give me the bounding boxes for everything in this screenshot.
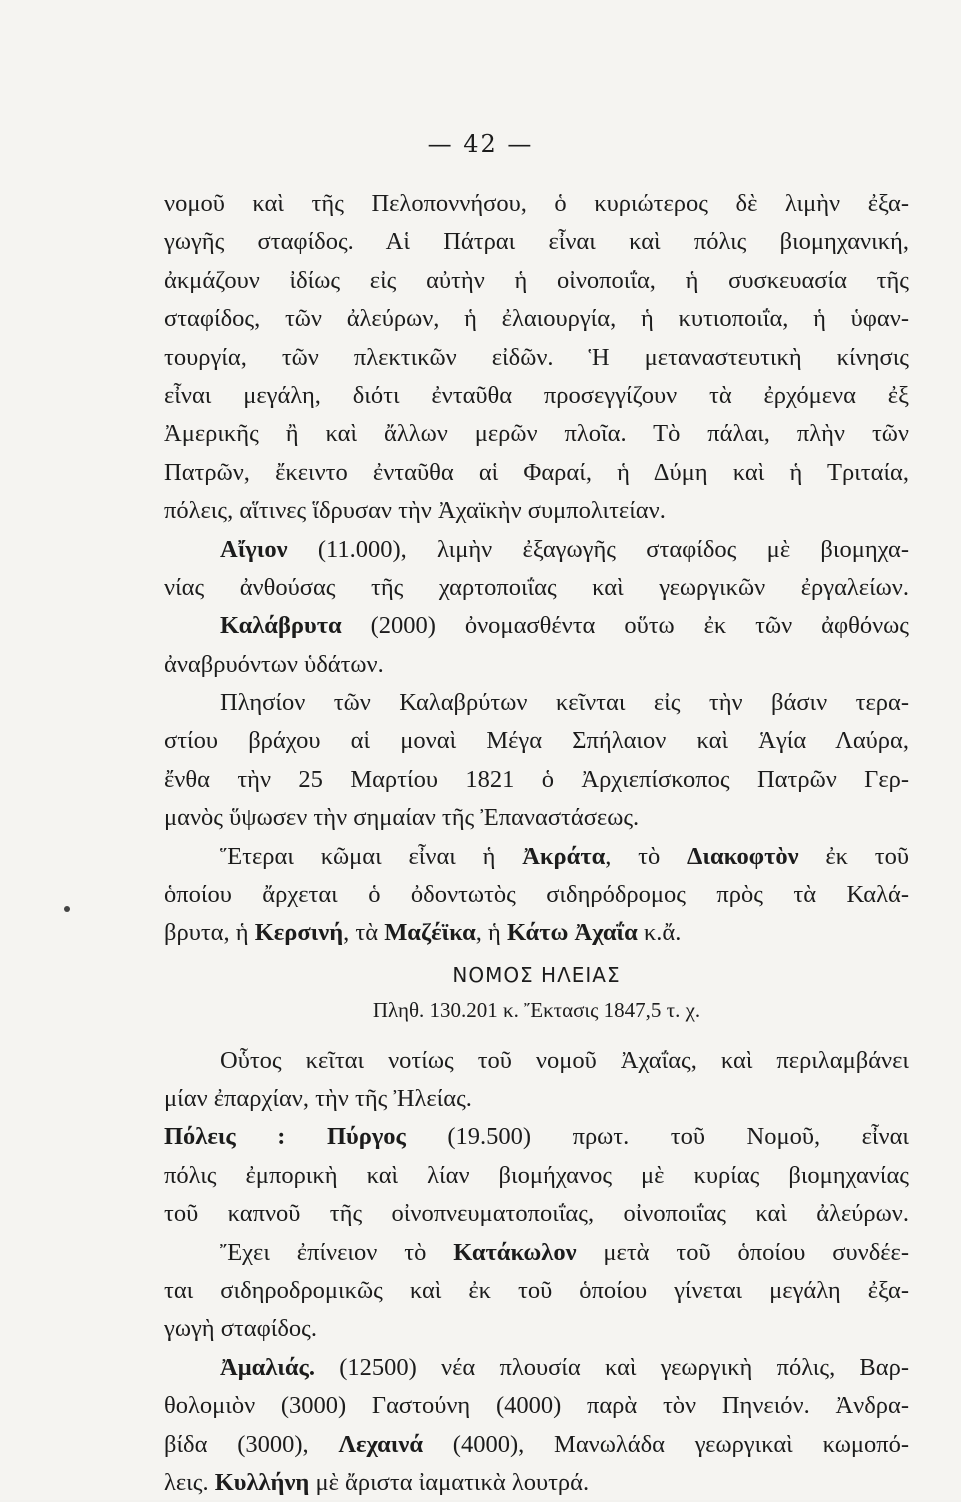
text-fragment: (19.500) πρωτ. τοῦ Νομοῦ, εἶναι	[405, 1123, 909, 1151]
text-fragment: βρυτα, ἡ	[164, 919, 255, 947]
text-line: Πατρῶν, ἔκειντο ἐνταῦθα αἱ Φαραί, ἡ Δύμη καὶ ἡ Τριταία,	[164, 458, 909, 486]
akrata-line-3	[164, 914, 909, 952]
text-line: ται σιδηροδρομικῶς καὶ ἐκ τοῦ ὁποίου γίνεται μεγάλη ἐξα-	[164, 1276, 909, 1304]
elis-statistics: Πληθ. 130.201 κ. Ἔκτασις 1847,5 τ. χ.	[372, 998, 701, 1023]
place-name-kyllini: Κυλλήνη	[214, 1468, 310, 1496]
text-line: εἶναι μεγάλη, διότι ἐνταῦθα προσεγγίζουν τὰ ἐρχόμενα ἐξ	[164, 381, 909, 409]
kalavryta-line	[164, 607, 909, 645]
lechaina-line	[164, 1426, 909, 1464]
text-fragment: (12500) νέα πλουσία καὶ γεωργικὴ πόλις, Βαρ-	[315, 1353, 909, 1381]
place-name-katakolon: Κατάκωλον	[453, 1238, 577, 1266]
text-fragment: ἐκ τοῦ	[798, 842, 909, 870]
text-line: μίαν ἐπαρχίαν, τὴν τῆς Ἠλείας.	[164, 1084, 472, 1112]
place-name-kalavryta: Καλάβρυτα	[220, 612, 342, 640]
text-fragment: Ἔχει ἐπίνειον τὸ	[220, 1238, 454, 1266]
text-line: ἔνθα τὴν 25 Μαρτίου 1821 ὁ Ἀρχιεπίσκοπος Πατρῶν Γερ-	[164, 765, 909, 793]
text-line: θολομιὸν (3000) Γαστούνη (4000) παρὰ τὸν Πηνειόν. Ἀνδρα-	[164, 1392, 909, 1420]
text-line: Οὗτος κεῖται νοτίως τοῦ νομοῦ Ἀχαΐας, καὶ περιλαμβάνει	[220, 1046, 909, 1074]
cities-label: Πόλεις :	[164, 1123, 286, 1151]
place-name-kato-achaia: Κάτω Ἀχαΐα	[506, 919, 638, 947]
aigion-line	[164, 531, 909, 569]
text-fragment: κ.ἄ.	[637, 919, 682, 947]
text-line: ὁποίου ἄρχεται ὁ ὀδοντωτὸς σιδηρόδρομος πρὸς τὰ Καλά-	[164, 881, 909, 909]
text-line: ἀναβρυόντων ὑδάτων.	[164, 650, 384, 678]
text-line: μανὸς ὕψωσεν τὴν σημαίαν τῆς Ἐπαναστάσεως.	[164, 804, 640, 832]
place-name-amalias: Ἀμαλιάς.	[220, 1353, 316, 1381]
place-name-akrata: Ἀκράτα	[522, 842, 606, 870]
text-fragment: (4000), Μανωλάδα γεωργικαὶ κωμοπό-	[423, 1430, 909, 1458]
place-name-pyrgos: Πύργος	[326, 1123, 406, 1151]
text-line: τοῦ καπνοῦ τῆς οἰνοπνευματοποιΐας, οἰνοποιΐας καὶ ἀλεύρων.	[164, 1200, 909, 1228]
place-name-lechaina: Λεχαινά	[338, 1430, 423, 1458]
text-fragment: μετὰ τοῦ ὁποίου συνδέε-	[576, 1238, 909, 1266]
text-fragment: , ἡ	[475, 919, 507, 947]
text-fragment: βίδα (3000),	[164, 1430, 339, 1458]
place-name-mazeika: Μαζέϊκα	[384, 919, 476, 947]
place-name-aigion: Αἴγιον	[220, 535, 288, 563]
text-line: ἀκμάζουν ἰδίως εἰς αὐτὴν ἡ οἰνοποιΐα, ἡ συσκευασία τῆς	[164, 266, 909, 294]
pyrgos-line	[164, 1118, 909, 1156]
text-line: τουργία, τῶν πλεκτικῶν εἰδῶν. Ἡ μεταναστευτικὴ κίνησις	[164, 343, 909, 371]
text-fragment: Ἕτεραι κῶμαι εἶναι ἡ	[220, 842, 523, 870]
kyllini-line	[164, 1464, 909, 1502]
section-heading-elis: ΝΟΜΟΣ ΗΛΕΙΑΣ	[452, 962, 621, 987]
text-line: σταφίδος, τῶν ἀλεύρων, ἡ ἐλαιουργία, ἡ κυτιοποιΐα, ἡ ὑφαν-	[164, 305, 909, 333]
text-line: πόλις ἐμπορικὴ καὶ λίαν βιομήχανος μὲ κυρίας βιομηχανίας	[164, 1161, 909, 1189]
text-fragment: , τὰ	[343, 919, 385, 947]
body-text	[164, 185, 909, 1502]
text-line: νίας ἀνθούσας τῆς χαρτοποιΐας καὶ γεωργικῶν ἐργαλείων.	[164, 573, 909, 601]
text-line: Ἀμερικῆς ἢ καὶ ἄλλων μερῶν πλοῖα. Τὸ πάλαι, πλὴν τῶν	[164, 420, 909, 448]
text-line: γωγῆς σταφίδος. Αἱ Πάτραι εἶναι καὶ πόλις βιομηχανική,	[164, 228, 909, 256]
page-number: — 42 —	[427, 130, 534, 158]
text-fragment: (11.000), λιμὴν ἐξαγωγῆς σταφίδος μὲ βιομηχα-	[287, 535, 909, 563]
text-line: πόλεις, αἵτινες ἵδρυσαν τὴν Ἀχαϊκὴν συμπολιτείαν.	[164, 497, 666, 525]
katakolon-line	[164, 1234, 909, 1272]
text-fragment: λεις.	[164, 1468, 215, 1496]
spacer	[164, 1030, 909, 1042]
margin-dot	[64, 906, 70, 912]
text-line: στίου βράχου αἱ μοναὶ Μέγα Σπήλαιον καὶ Ἁγία Λαύρα,	[164, 727, 909, 755]
place-name-kersini: Κερσινή	[254, 919, 344, 947]
akrata-line	[164, 838, 909, 876]
text-line: νομοῦ καὶ τῆς Πελοποννήσου, ὁ κυριώτερος δὲ λιμὴν ἐξα-	[164, 190, 909, 217]
amalias-line	[164, 1349, 909, 1387]
text-line: γωγὴ σταφίδος.	[164, 1315, 317, 1343]
text-fragment: , τὸ	[605, 842, 688, 870]
text-line: Πλησίον τῶν Καλαβρύτων κεῖνται εἰς τὴν βάσιν τερα-	[220, 689, 909, 717]
text-fragment: (2000) ὀνομασθέντα οὕτω ἐκ τῶν ἀφθόνως	[341, 612, 909, 640]
place-name-diakofto: Διακοφτὸν	[687, 842, 799, 870]
text-fragment: μὲ ἄριστα ἰαματικὰ λουτρά.	[309, 1468, 590, 1496]
